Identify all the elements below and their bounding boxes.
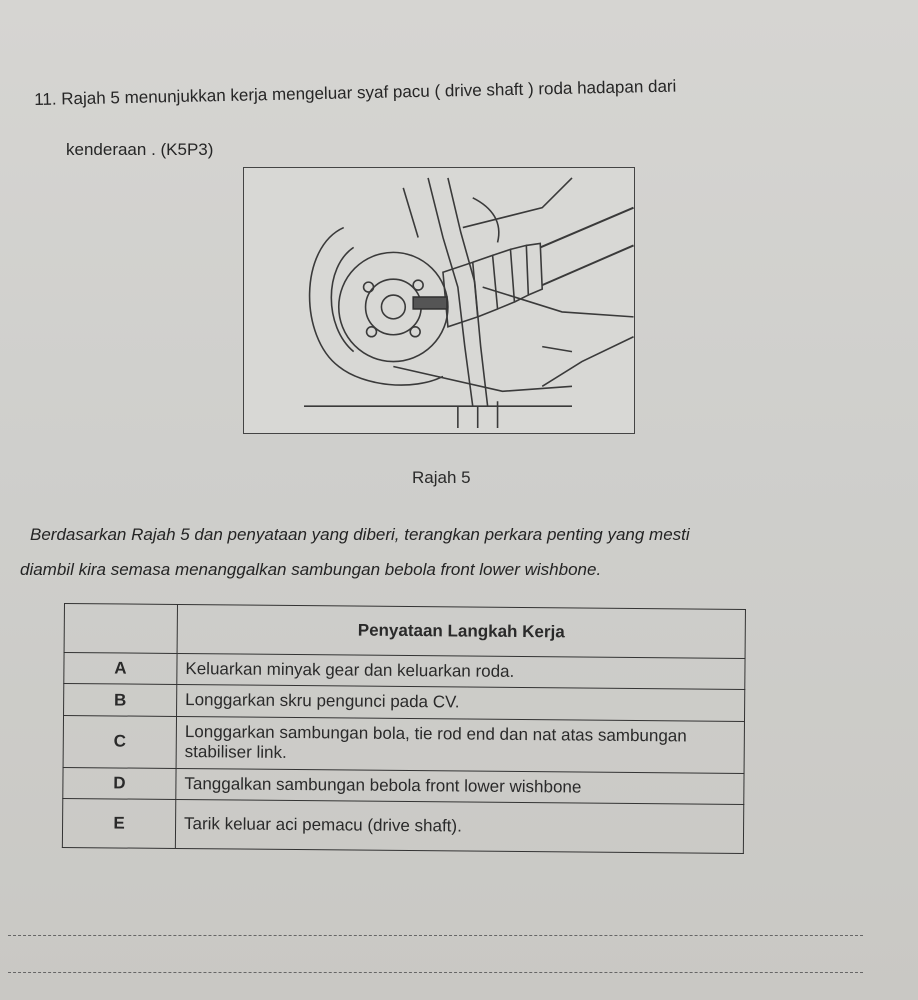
answer-line-2[interactable]: [8, 972, 863, 973]
figure-rajah-5: [243, 167, 635, 434]
drive-shaft-illustration: [244, 168, 634, 433]
table-row: [63, 715, 744, 773]
step-letter: D: [63, 767, 176, 799]
step-text: Longgarkan skru pengunci pada CV.: [177, 685, 745, 721]
table-header-row: [64, 604, 745, 659]
question-line-1: 11. Rajah 5 menunjukkan kerja mengeluar syaf pacu ( drive shaft ) roda hadapan dari: [34, 76, 677, 109]
step-letter: E: [62, 798, 175, 848]
instruction-line-2: diambil kira semasa menanggalkan sambungan bebola front lower wishbone.: [20, 560, 602, 579]
table-row: [62, 798, 743, 853]
header-empty-cell: [64, 604, 177, 654]
steps-table: [62, 603, 746, 854]
step-text: Tanggalkan sambungan bebola front lower wishbone: [176, 768, 744, 804]
step-letter: A: [64, 653, 177, 685]
step-text: Keluarkan minyak gear dan keluarkan roda.: [177, 653, 745, 689]
instruction-line-1: Berdasarkan Rajah 5 dan penyataan yang diberi, terangkan perkara penting yang mesti: [30, 525, 690, 544]
table-header: Penyataan Langkah Kerja: [177, 604, 745, 658]
figure-caption: Rajah 5: [412, 468, 471, 487]
step-letter: C: [63, 715, 176, 768]
step-letter: B: [64, 684, 177, 716]
step-text: Tarik keluar aci pemacu (drive shaft).: [175, 799, 743, 853]
question-line-2: kenderaan . (K5P3): [66, 140, 214, 159]
step-text: Longgarkan sambungan bola, tie rod end dan nat atas sambungan stabiliser link.: [176, 716, 744, 773]
answer-line-1[interactable]: [8, 935, 863, 936]
